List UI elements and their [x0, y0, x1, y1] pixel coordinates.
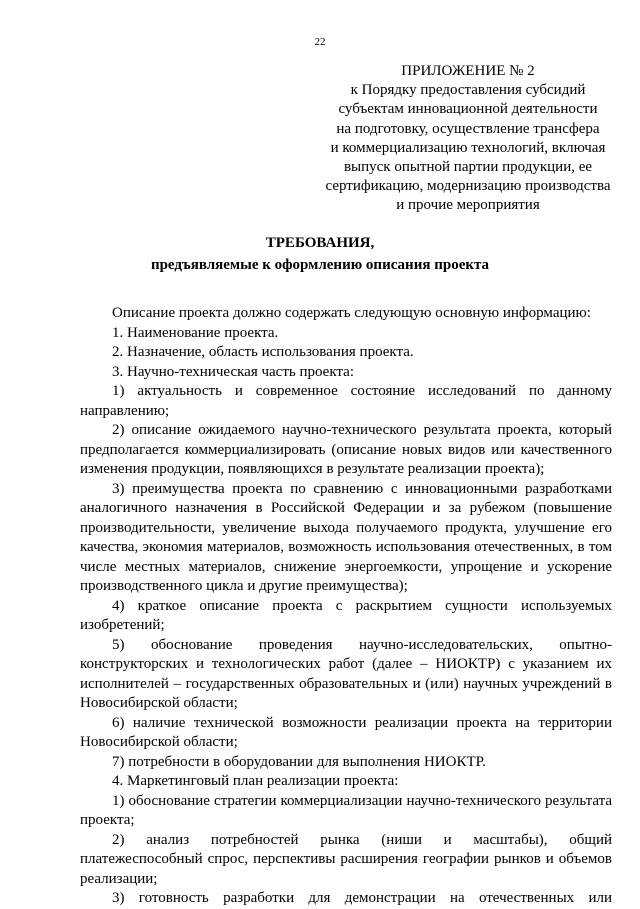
paragraph: 1) обоснование стратегии коммерциализации научно-технического результата проекта;	[80, 792, 612, 828]
appendix-line: к Порядку предоставления субсидий	[350, 82, 586, 99]
appendix-line: субъектам инновационной деятельности	[338, 101, 598, 118]
paragraph: 7) потребности в оборудовании для выполнения НИОКТР.	[112, 753, 486, 770]
appendix-line: сертификацию, модернизацию производства	[325, 178, 611, 195]
paragraph: 3. Научно-техническая часть проекта:	[112, 363, 354, 380]
paragraph: 5) обоснование проведения научно-исследовательских, опытно-конструкторских и технологических работ (далее – НИОКТР) с указанием их исполнителей – государственных образовательных и (или) научных учреждений в Новосибирской области;	[80, 636, 612, 711]
appendix-title: ПРИЛОЖЕНИЕ № 2	[401, 63, 535, 79]
paragraph: 3) преимущества проекта по сравнению с инновационными разработками аналогичного назначения в Российской Федерации и за рубежом (повышение производительности, увеличение выхода получаемого продукта, улучшение его качества, экономия материалов, возможность использования отечественных, в том числе местных материалов, снижение энергоемкости, упрощение и ускорение производственного цикла и другие преимущества);	[80, 480, 612, 594]
heading-subtitle: предъявляемые к оформлению описания проекта	[150, 257, 490, 273]
paragraph: 1. Наименование проекта.	[112, 324, 279, 341]
paragraph: 2) описание ожидаемого научно-технического результата проекта, который предполагается коммерциализировать (описание новых видов или качественного изменения продукции, появляющихся в результате реализации проекта);	[80, 422, 612, 477]
paragraph: 2) анализ потребностей рынка (ниши и масштабы), общий платежеспособный спрос, перспективы расширения географии рынков и объемов реализации;	[80, 831, 612, 887]
paragraph: 4) краткое описание проекта с раскрытием сущности используемых изобретений;	[80, 597, 612, 633]
page-number: 22	[314, 36, 326, 48]
paragraph: 6) наличие технической возможности реализации проекта на территории Новосибирской области;	[80, 714, 612, 750]
appendix-block	[318, 62, 618, 216]
heading-title: ТРЕБОВАНИЯ,	[265, 235, 375, 251]
document-body	[80, 304, 612, 909]
appendix-line: и прочие мероприятия	[396, 197, 540, 214]
paragraph: 2. Назначение, область использования проекта.	[112, 344, 414, 360]
appendix-line: выпуск опытной партии продукции, ее	[343, 159, 593, 176]
paragraph: 3) готовность разработки для демонстрации на отечественных или	[112, 890, 612, 906]
paragraph: 4. Маркетинговый план реализации проекта:	[112, 773, 399, 789]
requirements-heading	[0, 232, 640, 276]
paragraph: Описание проекта должно содержать следующую основную информацию:	[112, 305, 591, 321]
appendix-line: и коммерциализацию технологий, включая	[330, 139, 606, 156]
paragraph: 1) актуальность и современное состояние исследований по данному направлению;	[80, 383, 612, 419]
appendix-line: на подготовку, осуществление трансфера	[336, 120, 600, 137]
